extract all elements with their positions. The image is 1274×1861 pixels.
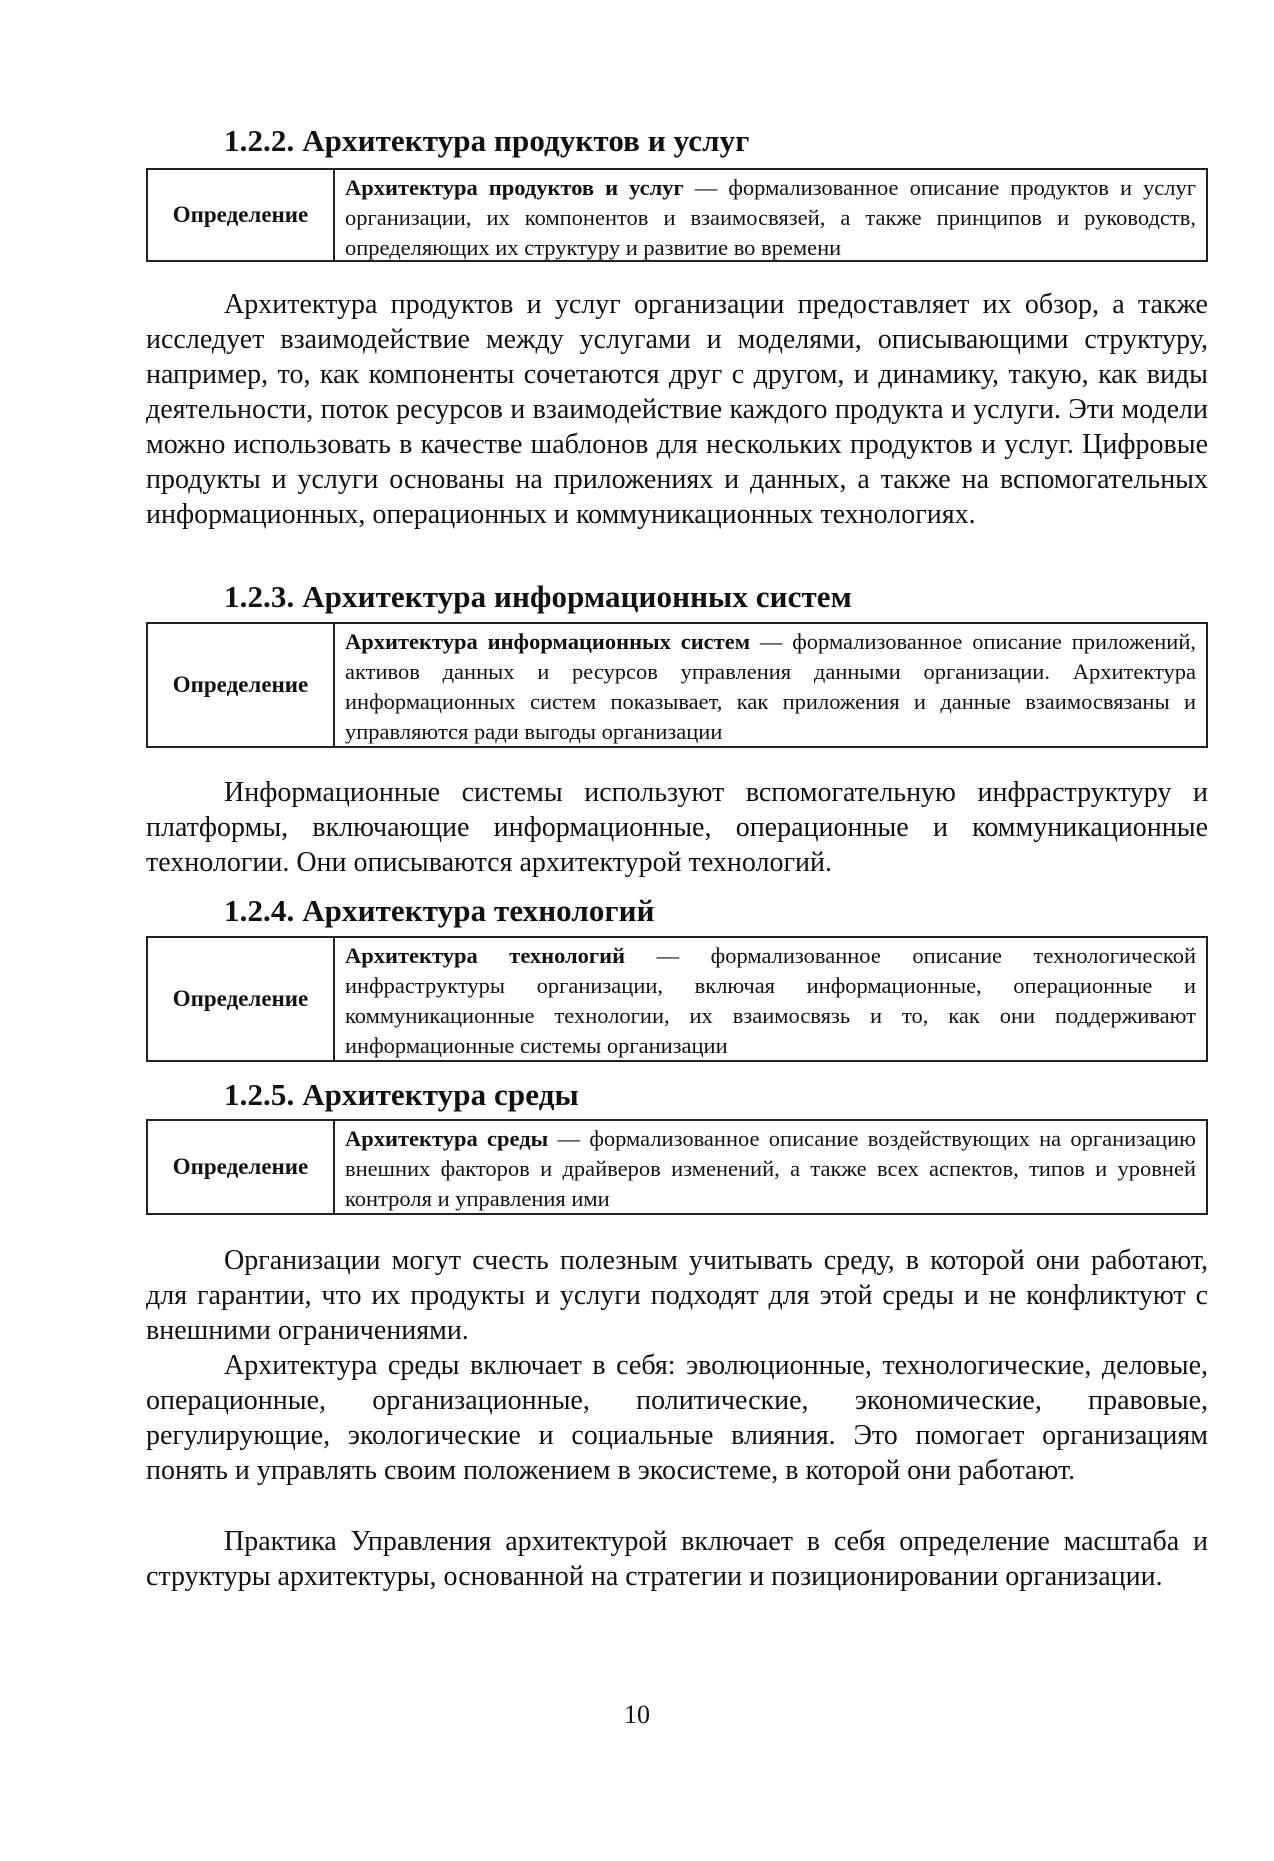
definition-term: Архитектура продуктов и услуг — [345, 175, 684, 200]
definition-term: Архитектура информационных систем — [345, 629, 751, 654]
paragraph: Практика Управления архитектурой включает в себя определение масштаба и структуры архитектуры, основанной на стратегии и позиционировании организации. — [146, 1526, 1208, 1592]
definition-term: Архитектура технологий — [345, 943, 626, 968]
definition-table — [146, 936, 1208, 1062]
section-heading: 1.2.3. Архитектура информационных систем — [224, 579, 852, 614]
paragraph: Архитектура продуктов и услуг организации предоставляет их обзор, а также исследует взаимодействие между услугами и моделями, описывающими структуру, например, то, как компоненты сочетаются друг с другом, и динамику, такую, как виды деятельности, поток ресурсов и взаимодействие каждого продукта и услуги. Эти модели можно использовать в качестве шаблонов для нескольких продуктов и услуг. Цифровые продукты и услуги основаны на приложениях и данных, а также на вспомогательных информационных, операционных и коммуникационных технологиях. — [146, 289, 1208, 530]
definition-term: Архитектура среды — [345, 1126, 549, 1151]
definition-table — [146, 1119, 1208, 1215]
definition-body: — формализованное описание технологической инфраструктуры организации, включая информационные, операционные и коммуникационные технологии, их взаимосвязь и то, как они поддерживают информационные системы организации — [345, 943, 1196, 1058]
definition-label: Определение — [148, 938, 335, 1060]
definition-text — [335, 624, 1206, 746]
definition-table — [146, 622, 1208, 748]
definition-body: — формализованное описание воздействующих на организацию внешних факторов и драйверов изменений, а также всех аспектов, типов и уровней контроля и управления ими — [345, 1126, 1196, 1211]
definition-text — [335, 938, 1206, 1060]
paragraph: Архитектура среды включает в себя: эволюционные, технологические, деловые, операционные, организационные, политические, экономические, правовые, регулирующие, экологические и социальные влияния. Это помогает организациям понять и управлять своим положением в экосистеме, в которой они работают. — [146, 1350, 1208, 1486]
section-heading: 1.2.5. Архитектура среды — [224, 1077, 579, 1112]
paragraph: Организации могут счесть полезным учитывать среду, в которой они работают, для гарантии, что их продукты и услуги подходят для этой среды и не конфликтуют с внешними ограничениями. — [146, 1245, 1208, 1346]
definition-table — [146, 168, 1208, 262]
definition-body: — формализованное описание приложений, активов данных и ресурсов управления данными организации. Архитектура информационных систем показывает, как приложения и данные взаимосвязаны и управляются ради выгоды организации — [345, 629, 1196, 744]
definition-label: Определение — [148, 1121, 335, 1213]
section-heading: 1.2.2. Архитектура продуктов и услуг — [224, 123, 750, 158]
definition-body: — формализованное описание продуктов и услуг организации, их компонентов и взаимосвязей, а также принципов и руководств, определяющих их структуру и развитие во времени — [345, 175, 1196, 260]
definition-text — [335, 170, 1206, 260]
paragraph: Информационные системы используют вспомогательную инфраструктуру и платформы, включающие информационные, операционные и коммуникационные технологии. Они описываются архитектурой технологий. — [146, 777, 1208, 878]
definition-text — [335, 1121, 1206, 1213]
page-number: 10 — [624, 1700, 650, 1729]
section-heading: 1.2.4. Архитектура технологий — [224, 893, 655, 928]
definition-label: Определение — [148, 624, 335, 746]
definition-label: Определение — [148, 170, 335, 260]
